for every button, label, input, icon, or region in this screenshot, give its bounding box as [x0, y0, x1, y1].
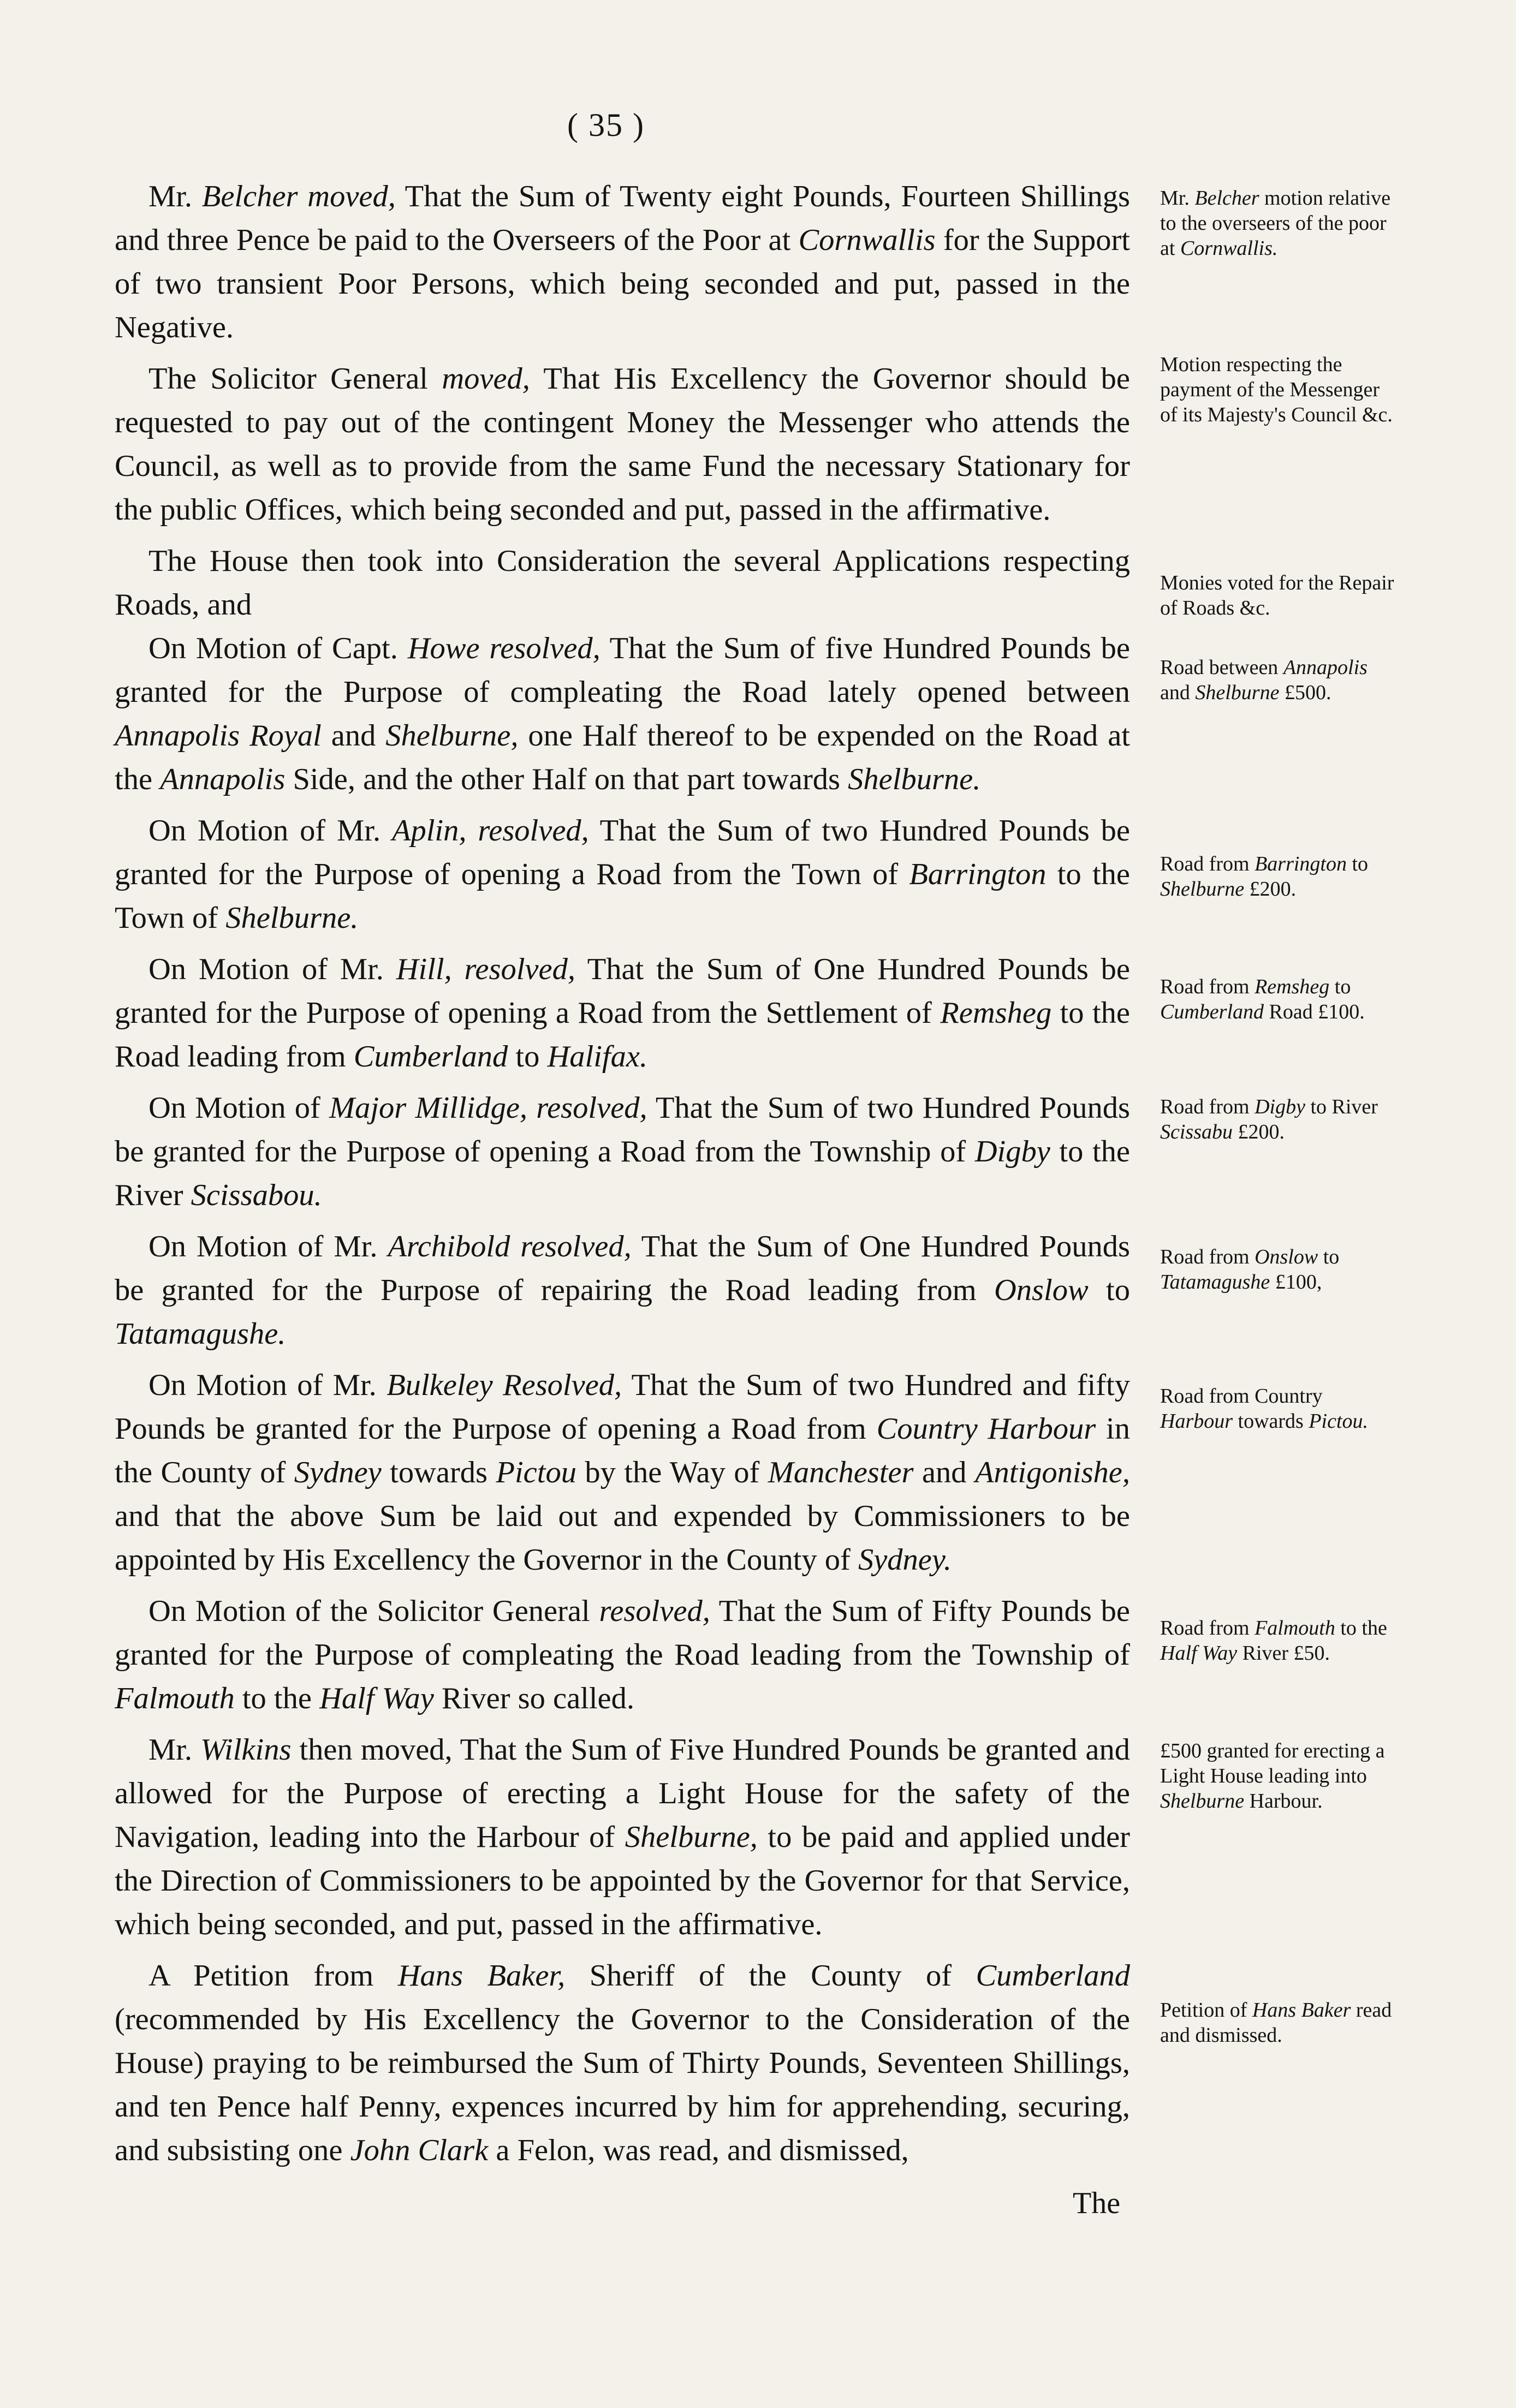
text-run: That the Sum of One Hundred Pounds be granted for the Purpose of opening a Road from the Settlement of [115, 952, 1131, 1030]
text-run: to River [1305, 1095, 1378, 1118]
italic-run: Annapolis Royal [115, 719, 322, 753]
paragraph-belcher-motion [115, 175, 1130, 349]
italic-run: Cornwallis. [1180, 237, 1278, 260]
italic-run: Pictou [496, 1456, 576, 1489]
text-run: That His Excellency the Governor should be requested to pay out of the contingent Money the Messenger who attends the Council, as well as to provide from the same Fund the necessary Stationary for the public Offices, which being seconded and put, passed in the affirmative. [115, 362, 1130, 527]
italic-run: Remsheg [1255, 975, 1330, 998]
italic-run: Barrington [1255, 853, 1347, 875]
italic-run: moved, [442, 362, 530, 396]
text-run: £200. [1244, 878, 1297, 901]
text-run: Motion respecting the payment of the Messenger of its Majesty's Council &c. [1160, 353, 1393, 426]
italic-run: Sydney. [858, 1543, 952, 1577]
text-run: That the Sum of Fifty Pounds be granted for the Purpose of compleating the Road leading from the Township of [115, 1594, 1130, 1672]
text-run: On Motion of the Solicitor General [148, 1594, 599, 1628]
italic-run: Harbour [1160, 1410, 1233, 1433]
margin-note-onslow-road [1160, 1244, 1400, 1295]
margin-note-roads-voted [1160, 570, 1400, 621]
text-run: On Motion of Mr. [148, 1368, 387, 1402]
italic-run: Shelburne. [225, 901, 359, 935]
text-run: That the Sum of two Hundred and fifty Pounds be granted for the Purpose of opening a Road from [115, 1368, 1130, 1446]
italic-run: Manchester [768, 1456, 914, 1489]
text-run: £100, [1270, 1271, 1322, 1294]
italic-run: Hans Baker, [397, 1959, 566, 1993]
margin-note-belcher [1160, 186, 1400, 261]
text-run: Mr. [1160, 187, 1195, 210]
text-run: and [1160, 681, 1196, 704]
italic-run: Cumberland [1160, 1000, 1264, 1023]
text-run: to [1318, 1245, 1340, 1268]
page-number: ( 35 ) [567, 107, 645, 143]
paragraph-country-harbour-road [115, 1363, 1130, 1582]
italic-run: Annapolis [1283, 656, 1368, 679]
italic-run: Aplin, resolved, [391, 814, 589, 848]
text-run: to [1346, 853, 1369, 875]
text-run: to [508, 1040, 548, 1074]
main-text-column [115, 175, 1130, 2180]
text-run: River £50. [1237, 1642, 1330, 1665]
text-run: Road from [1160, 1617, 1255, 1640]
paragraph-roads-applications [115, 539, 1130, 627]
italic-run: Pictou. [1309, 1410, 1369, 1433]
text-run: and [321, 719, 386, 753]
italic-run: Shelburne, [625, 1820, 758, 1854]
italic-run: Shelburne [1195, 681, 1280, 704]
text-run: Side, and the other Half on that part towards [285, 762, 848, 796]
italic-run: Belcher moved, [201, 180, 396, 213]
italic-run: Falmouth [115, 1682, 235, 1715]
italic-run: Country Harbour [876, 1412, 1096, 1446]
italic-run: Hill, resolved, [396, 952, 575, 986]
text-run: The House then took into Consideration the several Applications respecting Roads, and [115, 544, 1130, 622]
text-run: A Petition from [148, 1959, 398, 1993]
italic-run: Tatamagushe [1160, 1271, 1270, 1294]
italic-run: Half Way [1160, 1642, 1238, 1665]
italic-run: resolved, [599, 1594, 710, 1628]
italic-run: Half Way [319, 1682, 434, 1715]
margin-note-messenger [1160, 352, 1400, 427]
italic-run: Digby [1255, 1095, 1305, 1118]
text-run: That the Sum of One Hundred Pounds be granted for the Purpose of repairing the Road leading from [115, 1230, 1130, 1307]
text-run: to [1329, 975, 1351, 998]
paragraph-onslow-road [115, 1225, 1130, 1356]
italic-run: Howe resolved, [407, 631, 601, 665]
italic-run: Major Millidge, resolved, [329, 1091, 647, 1125]
margin-note-light-house [1160, 1738, 1400, 1814]
paragraph-digby-road [115, 1086, 1130, 1217]
italic-run: Onslow [1255, 1245, 1318, 1268]
text-run: Road between [1160, 656, 1283, 679]
text-run: one Half thereof to be expended on the Road at the [115, 719, 1130, 796]
italic-run: Wilkins [200, 1733, 292, 1767]
text-run: Road from [1160, 1095, 1255, 1118]
text-run: That the Sum of two Hundred Pounds be granted for the Purpose of opening a Road from the Town of [115, 814, 1131, 891]
paragraph-solicitor-messenger [115, 357, 1130, 532]
text-run: towards [381, 1456, 496, 1489]
margin-note-annapolis-road [1160, 655, 1400, 705]
text-run: Sheriff of the County of [565, 1959, 976, 1993]
text-run: Road from [1160, 975, 1255, 998]
text-run: to the Town of [115, 857, 1130, 935]
margin-note-barrington-road [1160, 851, 1400, 902]
italic-run: Belcher [1194, 187, 1259, 210]
italic-run: Scissabu [1160, 1120, 1233, 1143]
text-run: motion relative to the overseers of the poor at [1160, 187, 1391, 260]
text-run: Mr. [148, 1733, 201, 1767]
text-run: £500 granted for erecting a Light House leading into [1160, 1739, 1385, 1787]
text-run: by the Way of [576, 1456, 768, 1489]
italic-run: Scissabou. [191, 1178, 322, 1212]
text-run: then moved, That the Sum of Five Hundred Pounds be granted and allowed for the Purpose of erecting a Light House for the safety of the Navigation, leading into the Harbour of [115, 1733, 1131, 1854]
italic-run: Cumberland [353, 1040, 508, 1074]
italic-run: Onslow [994, 1273, 1089, 1307]
text-run: and that the above Sum be laid out and expended by Commissioners to be appointed by His Excellency the Governor in the County of [115, 1499, 1130, 1577]
paragraph-remsheg-road [115, 947, 1130, 1078]
text-run: to be paid and applied under the Direction of Commissioners to be appointed by the Governor for that Service, which being seconded, and put, passed in the affirmative. [115, 1820, 1130, 1941]
italic-run: John Clark [350, 2133, 489, 2167]
italic-run: Shelburne. [848, 762, 981, 796]
italic-run: Falmouth [1255, 1617, 1335, 1640]
text-run: Road £100. [1264, 1000, 1365, 1023]
text-run: Harbour. [1244, 1790, 1323, 1813]
margin-note-falmouth-road [1160, 1616, 1400, 1666]
text-run: £200. [1233, 1120, 1285, 1143]
italic-run: Shelburne [1160, 1790, 1245, 1813]
text-run: Petition of [1160, 1999, 1252, 2022]
italic-run: Hans Baker [1252, 1999, 1351, 2022]
catchword: The [1073, 2186, 1121, 2220]
text-run: On Motion of Capt. [148, 631, 408, 665]
text-run: Monies voted for the Repair of Roads &c. [1160, 571, 1394, 619]
margin-note-digby-road [1160, 1094, 1400, 1145]
italic-run: Annapolis [160, 762, 286, 796]
text-run: and [913, 1456, 975, 1489]
text-run: to [1088, 1273, 1130, 1307]
text-run: That the Sum of two Hundred Pounds be granted for the Purpose of opening a Road from the Township of [115, 1091, 1130, 1169]
text-run: in the County of [115, 1412, 1131, 1489]
paragraph-hans-baker-petition [115, 1954, 1130, 2172]
text-run: to the Road leading from [115, 996, 1130, 1074]
paragraph-annapolis-shelburne-road [115, 627, 1130, 801]
text-run: to the [234, 1682, 320, 1715]
italic-run: Cornwallis [798, 223, 936, 257]
text-run: That the Sum of Twenty eight Pounds, Fourteen Shillings and three Pence be paid to the Overseers of the Poor at [115, 180, 1131, 257]
text-run: to the [1335, 1617, 1387, 1640]
italic-run: Archibold resolved, [388, 1230, 632, 1263]
paragraph-falmouth-road [115, 1589, 1130, 1720]
margin-note-remsheg-road [1160, 974, 1400, 1024]
text-run: Mr. [148, 180, 202, 213]
text-run: read and dismissed. [1160, 1999, 1392, 2047]
italic-run: Tatamagushe. [115, 1317, 286, 1351]
margin-note-country-harbour-road [1160, 1384, 1400, 1434]
text-run: That the Sum of five Hundred Pounds be granted for the Purpose of compleating the Road lately opened between [115, 631, 1131, 709]
text-run: Road from Country [1160, 1385, 1323, 1408]
text-run: to the River [115, 1135, 1130, 1212]
text-run: On Motion of Mr. [148, 814, 392, 848]
italic-run: Sydney [294, 1456, 382, 1489]
text-run: Road from [1160, 1245, 1255, 1268]
italic-run: Bulkeley Resolved, [387, 1368, 622, 1402]
italic-run: Shelburne [1160, 878, 1245, 901]
italic-run: Remsheg [940, 996, 1052, 1030]
text-run: Road from [1160, 853, 1255, 875]
italic-run: Digby [974, 1135, 1050, 1169]
italic-run: Antigonishe, [974, 1456, 1131, 1489]
text-run: On Motion of [148, 1091, 330, 1125]
text-run: towards [1233, 1410, 1309, 1433]
text-run: On Motion of Mr. [148, 952, 396, 986]
text-run: On Motion of Mr. [148, 1230, 388, 1263]
text-run: £500. [1279, 681, 1331, 704]
italic-run: Halifax. [547, 1040, 648, 1074]
paragraph-barrington-road [115, 809, 1130, 940]
margin-note-hans-baker [1160, 1998, 1400, 2048]
text-run: (recommended by His Excellency the Governor to the Consideration of the House) praying to be reimbursed the Sum of Thirty Pounds, Seventeen Shillings, and ten Pence half Penny, expences incurred by him for apprehending, securing, and subsisting one [115, 2002, 1130, 2167]
text-run: a Felon, was read, and dismissed, [488, 2133, 909, 2167]
text-run: for the Support of two transient Poor Persons, which being seconded and put, passed in the Negative. [115, 223, 1131, 344]
italic-run: Cumberland [976, 1959, 1130, 1993]
text-run: The Solicitor General [148, 362, 442, 396]
italic-run: Shelburne, [385, 719, 519, 753]
italic-run: Barrington [909, 857, 1047, 891]
text-run: River so called. [433, 1682, 634, 1715]
paragraph-light-house [115, 1728, 1130, 1946]
